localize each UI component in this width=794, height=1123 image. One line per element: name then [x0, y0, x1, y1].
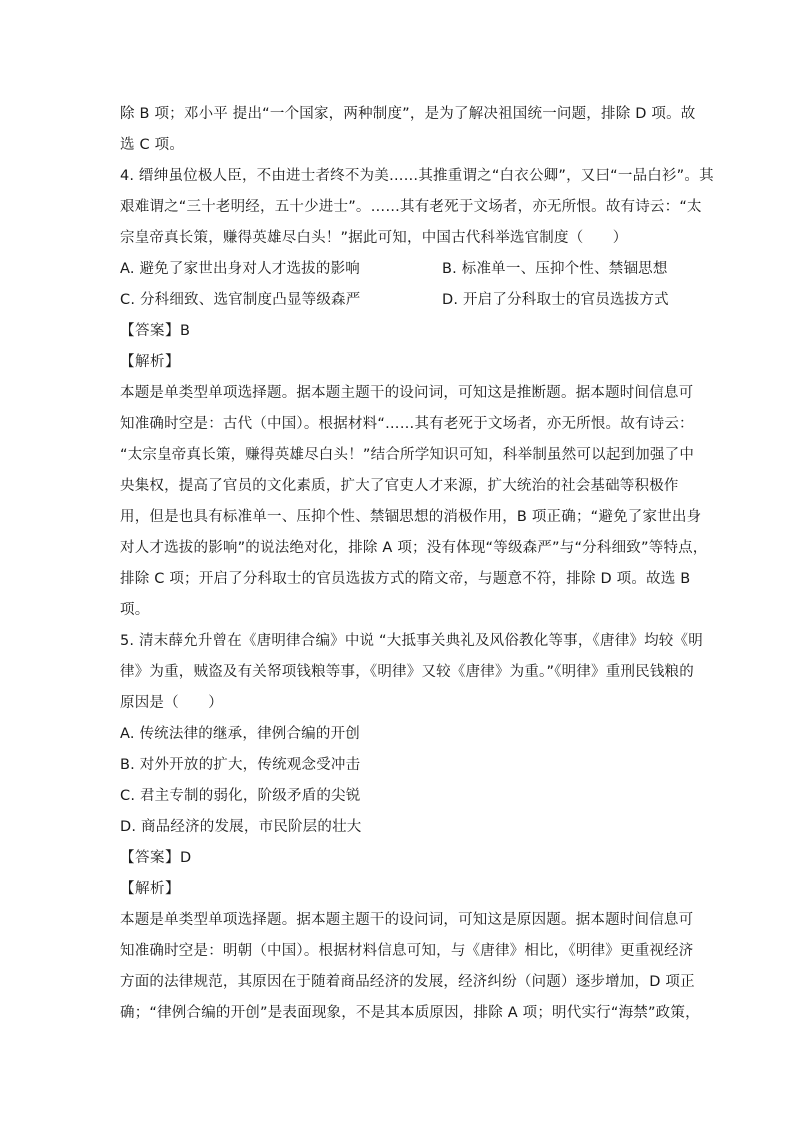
q4-stem-line: 4. 缙绅虽位极人臣，不由进士者终不为美……其推重谓之“白衣公卿”，又曰“一品白衫”。其: [120, 168, 714, 184]
q4-option-b: B. 标准单一、压抑个性、禁锢思想: [442, 261, 668, 277]
q5-option-c: C. 君主专制的弱化，阶级矛盾的尖锐: [120, 788, 361, 804]
q5-option-a: A. 传统法律的继承，律例合编的开创: [120, 726, 360, 742]
q4-analysis-line: 对人才选拔的影响”的说法绝对化，排除 A 项；没有体现“等级森严”与“分科细致”等特点，: [120, 540, 708, 556]
q5-option-d: D. 商品经济的发展，市民阶层的壮大: [120, 819, 362, 835]
q4-analysis-line: 知准确时空是：古代（中国）。根据材料“……其有老死于文场者，亦无所恨。故有诗云：: [120, 416, 694, 432]
intro-line: 除 B 项；邓小平 提出“一个国家，两种制度”，是为了解决祖国统一问题，排除 D 项。故: [120, 106, 696, 122]
q4-analysis-line: 项。: [120, 602, 150, 618]
q4-options-row-2: [120, 285, 680, 316]
q4-analysis-line: “太宗皇帝真长策，赚得英雄尽白头！”结合所学知识可知，科举制虽然可以起到加强了中: [120, 447, 695, 463]
question-5: [120, 626, 703, 1029]
q5-analysis-line: 本题是单类型单项选择题。据本题主题干的设问词，可知这是原因题。据本题时间信息可: [120, 912, 694, 928]
q4-analysis-heading: 【解析】: [120, 354, 180, 370]
document-body: [120, 99, 714, 1029]
q4-analysis-line: 排除 C 项；开启了分科取士的官员选拔方式的隋文帝，与题意不符，排除 D 项。故选 B: [120, 571, 691, 587]
q4-stem-line: 艰难谓之“三十老明经，五十少进士”。……其有老死于文场者，亦无所恨。故有诗云：“太: [120, 199, 702, 215]
q4-option-a: A. 避免了家世出身对人才选拔的影响: [120, 261, 360, 277]
q4-option-c: C. 分科细致、选官制度凸显等级森严: [120, 292, 361, 308]
q5-analysis-line: 知准确时空是：明朝（中国）。根据材料信息可知，与《唐律》相比，《明律》更重视经济: [120, 943, 694, 959]
q4-answer: 【答案】B: [120, 323, 191, 339]
q5-option-b: B. 对外开放的扩大，传统观念受冲击: [120, 757, 361, 773]
q4-stem-line: 宗皇帝真长策，赚得英雄尽白头！”据此可知，中国古代科举选官制度（ ）: [120, 230, 628, 246]
q4-analysis-line: 央集权，提高了官员的文化素质，扩大了官吏人才来源，扩大统治的社会基础等积极作: [120, 478, 679, 494]
q5-stem-line: 原因是（ ）: [120, 695, 223, 711]
q5-stem-line: 5. 清末薛允升曾在《唐明律合编》中说 “大抵事关典礼及风俗教化等事，《唐律》均较《明: [120, 633, 703, 649]
q4-analysis-line: 用，但是也具有标准单一、压抑个性、禁锢思想的消极作用，B 项正确；“避免了家世出身: [120, 509, 702, 525]
q5-answer: 【答案】D: [120, 850, 192, 866]
intro-line: 选 C 项。: [120, 137, 185, 153]
q5-stem-line: 律》为重，贼盗及有关帑项钱粮等事，《明律》又较《唐律》为重。”《明律》重刑民钱粮的: [120, 664, 694, 680]
q4-option-d: D. 开启了分科取士的官员选拔方式: [442, 292, 669, 308]
question-4: [120, 161, 714, 626]
q4-analysis-line: 本题是单类型单项选择题。据本题主题干的设问词，可知这是推断题。据本题时间信息可: [120, 385, 694, 401]
q5-analysis-line: 确；“律例合编的开创”是表面现象，不是其本质原因，排除 A 项；明代实行“海禁”政策，: [120, 1005, 700, 1021]
q4-options-row-1: [120, 254, 680, 285]
q5-analysis-line: 方面的法律规范，其原因在于随着商品经济的发展，经济纠纷（问题）逐步增加，D 项正: [120, 974, 695, 990]
q5-analysis-heading: 【解析】: [120, 881, 180, 897]
